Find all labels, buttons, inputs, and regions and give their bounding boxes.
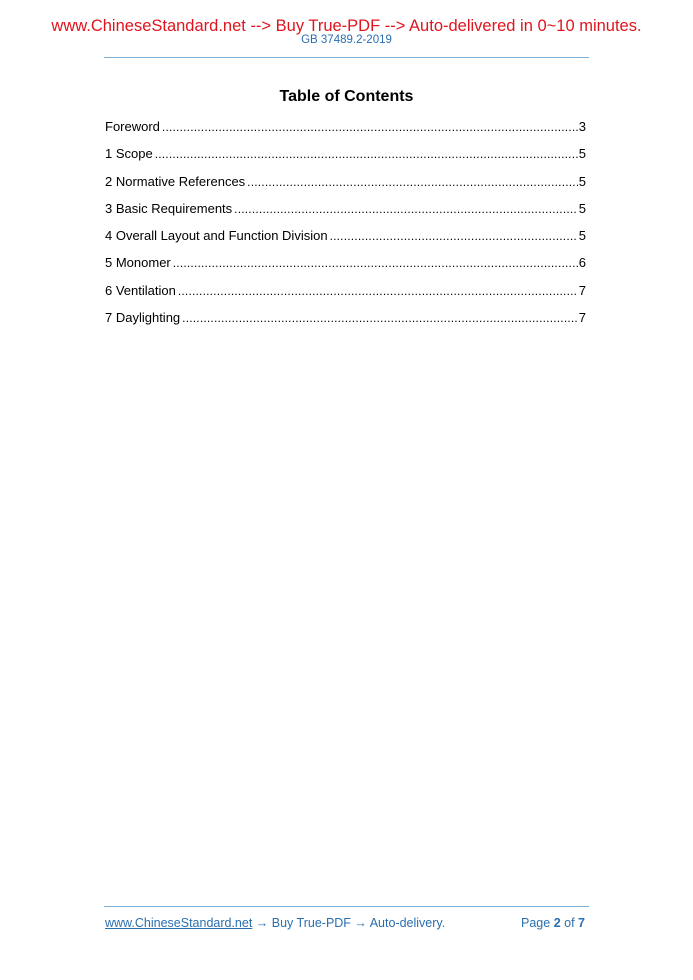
footer-promo <box>105 916 445 930</box>
toc-dot-leader <box>234 202 578 216</box>
toc-entry-label: Foreword <box>105 119 160 134</box>
page-number <box>521 916 585 930</box>
footer-promo-text: → Buy True-PDF → Auto-delivery. <box>252 916 446 930</box>
toc-entry-label: 1 Scope <box>105 146 153 162</box>
toc-entry-page: 6 <box>578 255 586 271</box>
document-code: GB 37489.2-2019 <box>301 34 392 46</box>
toc-title: Table of Contents <box>279 88 414 105</box>
toc-entry-page: 5 <box>578 228 586 244</box>
current-page: 2 <box>553 916 561 930</box>
toc-entry-label: 4 Overall Layout and Function Division <box>105 228 328 244</box>
toc-entry-page: 5 <box>578 146 586 162</box>
toc-dot-leader <box>173 256 578 270</box>
toc-entry-scope[interactable] <box>105 146 586 173</box>
top-banner: www.ChineseStandard.net --> Buy True-PDF --> Auto-delivered in 0~10 minutes. <box>51 17 642 35</box>
toc-entry-label: 3 Basic Requirements <box>105 200 233 216</box>
toc-dot-leader <box>155 147 578 161</box>
toc-entry-page: 7 <box>578 282 586 298</box>
toc-entry-basic-requirements[interactable] <box>105 201 586 228</box>
toc-entry-page: 3 <box>578 119 586 134</box>
toc-entry-monomer[interactable] <box>105 255 586 282</box>
toc-dot-leader <box>247 175 578 189</box>
toc-dot-leader <box>162 120 578 134</box>
toc-entry-overall-layout[interactable] <box>105 228 586 255</box>
toc-entry-page: 7 <box>578 310 586 326</box>
toc-entry-label: 7 Daylighting <box>105 310 181 326</box>
page-word: Page <box>521 916 551 930</box>
page-of-word: of <box>564 916 575 930</box>
toc-dot-leader <box>178 284 578 298</box>
table-of-contents <box>105 119 586 337</box>
toc-entry-foreword[interactable] <box>105 119 586 146</box>
toc-entry-page: 5 <box>578 173 586 189</box>
toc-entry-label: 5 Monomer <box>105 255 171 271</box>
toc-entry-label: 6 Ventilation <box>105 282 176 298</box>
toc-entry-normative-references[interactable] <box>105 174 586 201</box>
toc-entry-page: 5 <box>578 200 586 216</box>
toc-dot-leader <box>330 229 578 243</box>
toc-entry-label: 2 Normative References <box>105 173 246 189</box>
toc-dot-leader <box>182 311 578 325</box>
toc-entry-daylighting[interactable] <box>105 310 586 337</box>
footer-divider <box>104 906 589 907</box>
header-divider <box>104 57 589 58</box>
website-link[interactable]: www.ChineseStandard.net <box>105 916 253 930</box>
toc-entry-ventilation[interactable] <box>105 283 586 310</box>
total-pages: 7 <box>578 916 585 930</box>
